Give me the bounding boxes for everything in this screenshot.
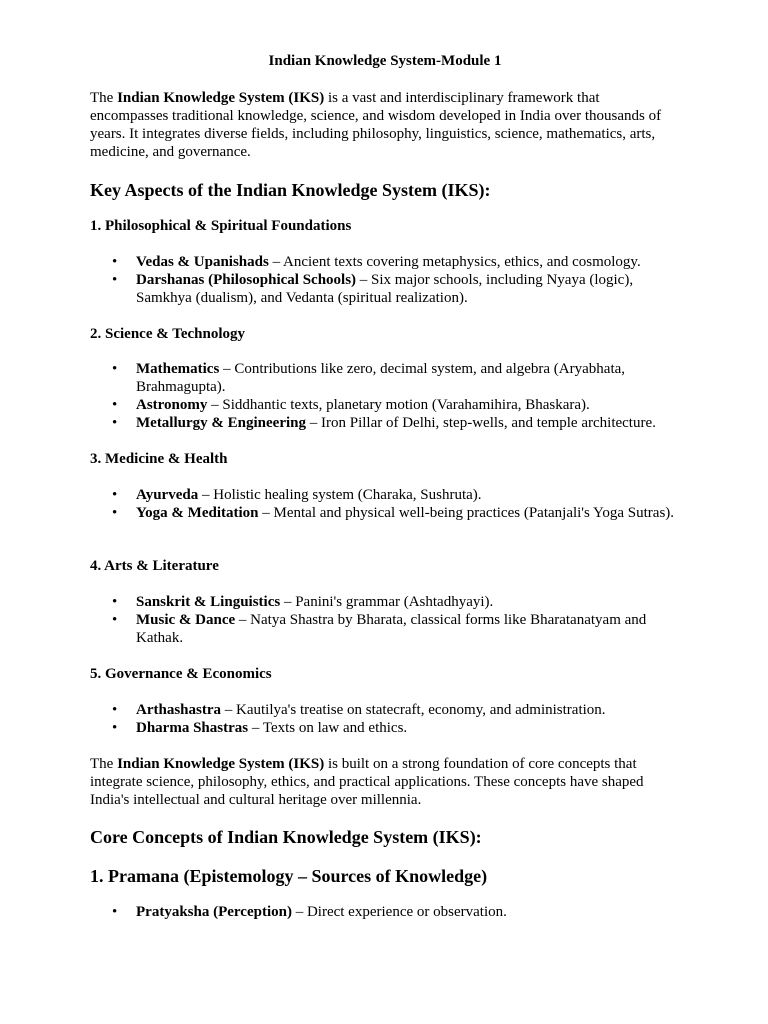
bullet-icon: • <box>112 505 118 521</box>
section-heading-arts: 4. Arts & Literature <box>90 558 219 574</box>
item-term: Arthashastra <box>136 702 221 718</box>
item-term: Metallurgy & Engineering <box>136 415 306 431</box>
bullet-icon: • <box>112 720 118 736</box>
list-item <box>90 253 680 271</box>
intro-paragraph <box>90 89 680 161</box>
list-item <box>90 593 680 611</box>
foundation-paragraph <box>90 755 680 809</box>
item-term: Yoga & Meditation <box>136 505 259 521</box>
key-aspects-heading: Key Aspects of the Indian Knowledge System (IKS): <box>90 180 491 200</box>
list-item <box>90 903 680 921</box>
list-item <box>90 396 680 414</box>
item-desc: – Panini's grammar (Ashtadhyayi). <box>280 594 494 610</box>
intro-pre: The <box>90 90 118 106</box>
section-heading-governance: 5. Governance & Economics <box>90 666 272 682</box>
intro-bold: Indian Knowledge System (IKS) <box>117 90 325 106</box>
bullet-icon: • <box>112 702 118 718</box>
list-item <box>90 271 680 307</box>
item-term: Mathematics <box>136 361 220 377</box>
section-heading-philosophical: 1. Philosophical & Spiritual Foundations <box>90 218 352 234</box>
section-list-philosophical <box>90 253 680 307</box>
bullet-icon: • <box>112 254 118 270</box>
item-desc: – Iron Pillar of Delhi, step-wells, and temple architecture. <box>305 415 656 431</box>
section-heading-medicine: 3. Medicine & Health <box>90 451 228 467</box>
item-desc: – Holistic healing system (Charaka, Sushruta). <box>198 487 482 503</box>
item-desc: – Natya Shastra by Bharata, classical forms like Bharatanatyam and Kathak. <box>136 612 647 646</box>
bullet-icon: • <box>112 904 118 920</box>
intro-post: is a vast and interdisciplinary framework that encompasses traditional knowledge, science, and wisdom developed in India over thousands of years. It integrates diverse fields, including philosophy, linguistics, science, mathematics, arts, medicine, and governance. <box>90 90 662 160</box>
item-term: Ayurveda <box>136 487 199 503</box>
bullet-icon: • <box>112 397 118 413</box>
document-title: Indian Knowledge System-Module 1 <box>268 53 502 69</box>
list-item <box>90 719 680 737</box>
item-term: Sanskrit & Linguistics <box>136 594 281 610</box>
list-item <box>90 414 680 432</box>
item-desc: – Mental and physical well-being practices (Patanjali's Yoga Sutras). <box>258 505 675 521</box>
item-desc: – Texts on law and ethics. <box>248 720 408 736</box>
section-list-medicine <box>90 486 680 522</box>
item-term: Dharma Shastras <box>136 720 249 736</box>
pramana-list <box>90 903 680 921</box>
item-desc: – Siddhantic texts, planetary motion (Varahamihira, Bhaskara). <box>207 397 590 413</box>
list-item <box>90 701 680 719</box>
core-concepts-heading: Core Concepts of Indian Knowledge System (IKS): <box>90 827 482 847</box>
item-term: Darshanas (Philosophical Schools) <box>136 272 357 288</box>
foundation-post: is built on a strong foundation of core concepts that integrate science, philosophy, ethics, and practical applications. These concepts have shaped India's intellectual and cultural heritage over millennia. <box>90 756 644 808</box>
bullet-icon: • <box>112 612 118 628</box>
bullet-icon: • <box>112 361 118 377</box>
list-item <box>90 611 680 647</box>
item-desc: – Six major schools, including Nyaya (logic), Samkhya (dualism), and Vedanta (spiritual realization). <box>136 272 634 306</box>
list-item <box>90 360 680 396</box>
item-desc: – Contributions like zero, decimal system, and algebra (Aryabhata, Brahmagupta). <box>136 361 626 395</box>
item-desc: – Direct experience or observation. <box>291 904 507 920</box>
item-term: Music & Dance <box>136 612 236 628</box>
pramana-heading: 1. Pramana (Epistemology – Sources of Knowledge) <box>90 866 488 886</box>
item-term: Astronomy <box>136 397 208 413</box>
section-list-arts <box>90 593 680 647</box>
list-item <box>90 504 680 522</box>
bullet-icon: • <box>112 594 118 610</box>
foundation-pre: The <box>90 756 118 772</box>
list-item <box>90 486 680 504</box>
item-desc: – Kautilya's treatise on statecraft, economy, and administration. <box>221 702 606 718</box>
item-term: Vedas & Upanishads <box>136 254 269 270</box>
item-desc: – Ancient texts covering metaphysics, ethics, and cosmology. <box>268 254 641 270</box>
section-list-governance <box>90 701 680 737</box>
section-list-science <box>90 360 680 432</box>
foundation-bold: Indian Knowledge System (IKS) <box>117 756 325 772</box>
bullet-icon: • <box>112 415 118 431</box>
bullet-icon: • <box>112 272 118 288</box>
bullet-icon: • <box>112 487 118 503</box>
item-term: Pratyaksha (Perception) <box>136 904 292 920</box>
section-heading-science: 2. Science & Technology <box>90 326 246 342</box>
